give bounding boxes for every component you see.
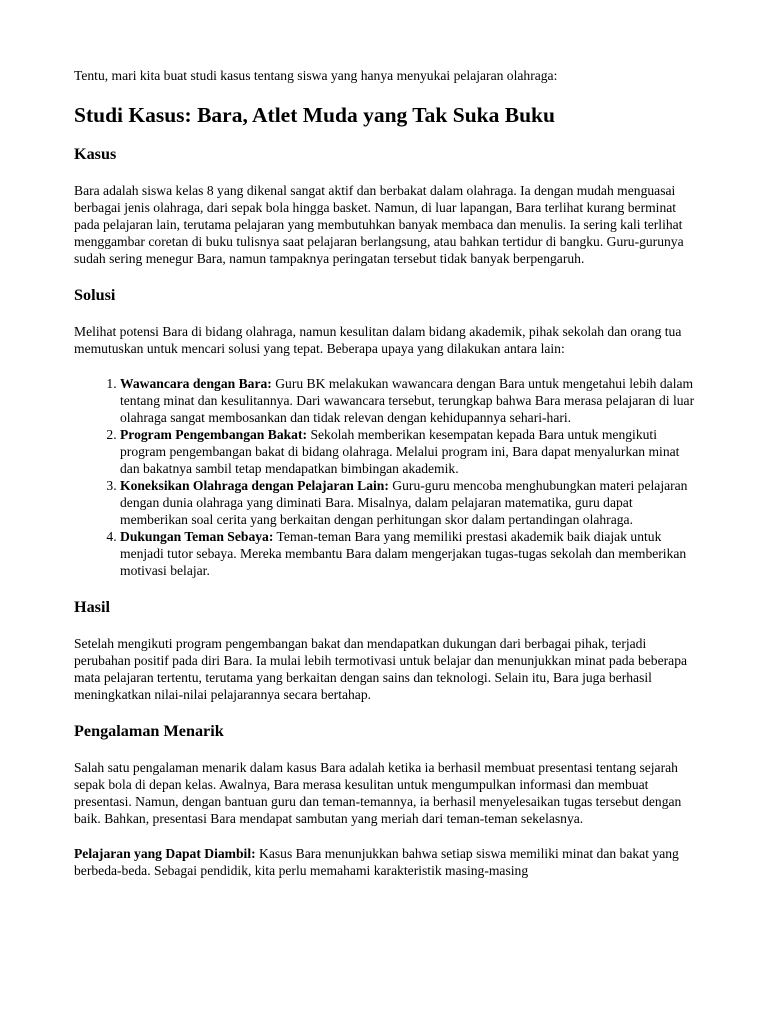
document-page bbox=[74, 67, 696, 879]
list-item-text: Guru BK melakukan wawancara dengan Bara untuk mengetahui lebih dalam tentang minat dan kesulitannya. Dari wawancara tersebut, terungkap bahwa Bara merasa pelajaran di luar olahraga sangat membosankan dan tidak relevan dengan kehidupannya sehari-hari. bbox=[120, 376, 695, 425]
section-heading-hasil: Hasil bbox=[74, 598, 110, 616]
solusi-list bbox=[74, 375, 696, 579]
document-title: Studi Kasus: Bara, Atlet Muda yang Tak Suka Buku bbox=[74, 103, 555, 127]
list-item-text: Guru-guru mencoba menghubungkan materi pelajaran dengan dunia olahraga yang diminati Bara. Misalnya, dalam pelajaran matematika, guru dapat memberikan soal cerita yang berkaitan dengan perhitungan skor dalam pertandingan olahraga. bbox=[120, 478, 688, 527]
pengalaman-paragraph: Salah satu pengalaman menarik dalam kasus Bara adalah ketika ia berhasil membuat presentasi tentang sejarah sepak bola di depan kelas. Awalnya, Bara merasa kesulitan untuk mengumpulkan informasi dan membuat presentasi. Namun, dengan bantuan guru dan teman-temannya, ia berhasil menyelesaikan tugas tersebut dengan baik. Bahkan, presentasi Bara mendapat sambutan yang meriah dari teman-teman sekelasnya. bbox=[74, 760, 682, 826]
list-item-label: Dukungan Teman Sebaya: bbox=[120, 529, 274, 544]
list-item bbox=[120, 528, 696, 579]
solusi-paragraph: Melihat potensi Bara di bidang olahraga, namun kesulitan dalam bidang akademik, pihak sekolah dan orang tua memutuskan untuk mencari solusi yang tepat. Beberapa upaya yang dilakukan antara lain: bbox=[74, 324, 682, 356]
kasus-paragraph: Bara adalah siswa kelas 8 yang dikenal sangat aktif dan berbakat dalam olahraga. Ia dengan mudah menguasai berbagai jenis olahraga, dari sepak bola hingga basket. Namun, di luar lapangan, Bara terlihat kurang berminat pada pelajaran lain, terutama pelajaran yang membutuhkan banyak membaca dan menulis. Ia sering kali terlihat menggambar coretan di buku tulisnya saat pelajaran berlangsung, atau bahkan tertidur di bangku. Guru-gurunya sudah sering menegur Bara, namun tampaknya peringatan tersebut tidak banyak berpengaruh. bbox=[74, 183, 684, 266]
hasil-paragraph: Setelah mengikuti program pengembangan bakat dan mendapatkan dukungan dari berbagai pihak, terjadi perubahan positif pada diri Bara. Ia mulai lebih termotivasi untuk belajar dan menunjukkan minat pada beberapa mata pelajaran tertentu, terutama yang berkaitan dengan sains dan teknologi. Selain itu, Bara juga berhasil meningkatkan nilai-nilai pelajarannya secara bertahap. bbox=[74, 636, 688, 702]
list-item-text: Sekolah memberikan kesempatan kepada Bara untuk mengikuti program pengembangan bakat di bidang olahraga. Melalui program ini, Bara dapat menyalurkan minat dan bakatnya sambil tetap mendapatkan bimbingan akademik. bbox=[120, 427, 680, 476]
section-heading-pengalaman: Pengalaman Menarik bbox=[74, 722, 224, 740]
list-item-text: Teman-teman Bara yang memiliki prestasi akademik baik diajak untuk menjadi tutor sebaya. Mereka membantu Bara dalam mengerjakan tugas-tugas sekolah dan memberikan motivasi belajar. bbox=[120, 529, 687, 578]
pelajaran-label: Pelajaran yang Dapat Diambil: bbox=[74, 846, 256, 861]
section-heading-kasus: Kasus bbox=[74, 145, 117, 163]
intro-text: Tentu, mari kita buat studi kasus tentang siswa yang hanya menyukai pelajaran olahraga: bbox=[74, 68, 558, 83]
list-item bbox=[120, 426, 696, 477]
list-item-label: Koneksikan Olahraga dengan Pelajaran Lain: bbox=[120, 478, 389, 493]
pelajaran-text: Kasus Bara menunjukkan bahwa setiap siswa memiliki minat dan bakat yang berbeda-beda. Sebagai pendidik, kita perlu memahami karakteristik masing-masing bbox=[74, 846, 679, 878]
pelajaran-paragraph bbox=[74, 845, 696, 879]
list-item bbox=[120, 477, 696, 528]
list-item bbox=[120, 375, 696, 426]
list-item-label: Wawancara dengan Bara: bbox=[120, 376, 272, 391]
section-heading-solusi: Solusi bbox=[74, 286, 116, 304]
list-item-label: Program Pengembangan Bakat: bbox=[120, 427, 308, 442]
